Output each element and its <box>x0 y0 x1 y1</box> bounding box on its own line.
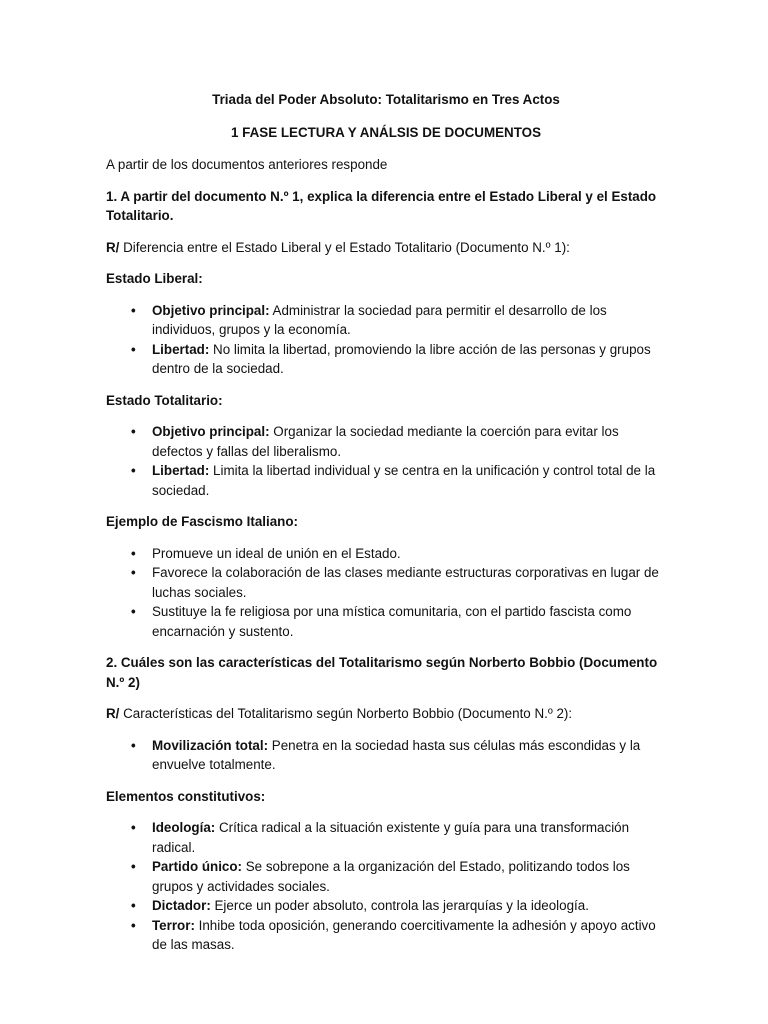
answer-1-intro <box>106 238 666 258</box>
fascismo-list <box>106 544 666 642</box>
list-item <box>106 461 666 500</box>
list-item: • Favorece la colaboración de las clases mediante estructuras corporativas en lugar de luchas sociales. <box>106 563 666 602</box>
list-item <box>106 422 666 461</box>
movilizacion-list <box>106 736 666 775</box>
list-item-text: Administrar la sociedad para permitir el desarrollo de los individuos, grupos y la economía. <box>152 302 607 337</box>
estado-liberal-heading: Estado Liberal: <box>106 271 203 286</box>
list-item-term: Movilización total: <box>152 737 269 753</box>
estado-totalitario-list <box>106 422 666 500</box>
elementos-heading: Elementos constitutivos: <box>106 788 266 804</box>
list-item-term: Partido único: <box>152 859 243 874</box>
answer-2-intro <box>106 704 666 724</box>
list-item-term: Objetivo principal: <box>152 424 270 439</box>
estado-totalitario-heading: Estado Totalitario: <box>106 392 223 408</box>
document-subtitle: 1 FASE LECTURA Y ANÁLSIS DE DOCUMENTOS <box>230 124 541 140</box>
list-item-term: Libertad: <box>152 341 210 357</box>
list-item-text: Penetra en la sociedad hasta sus células más escondidas y la envuelve totalmente. <box>152 737 641 772</box>
list-item-term: Terror: <box>152 917 195 933</box>
answer-1-text: Diferencia entre el Estado Liberal y el Estado Totalitario (Documento N.º 1): <box>119 239 570 255</box>
list-item-text: Ejerce un poder absoluto, controla las jerarquías y la ideología. <box>210 898 589 913</box>
list-item <box>106 857 666 896</box>
intro-text: A partir de los documentos anteriores responde <box>106 157 388 172</box>
list-item-text: Inhibe toda oposición, generando coercitivamente la adhesión y apoyo activo de las masas. <box>152 917 656 952</box>
elementos-list <box>106 818 666 955</box>
list-item <box>106 301 666 340</box>
list-item <box>106 916 666 955</box>
list-item <box>106 896 666 916</box>
list-item-term: Ideología: <box>152 820 216 835</box>
fascismo-heading: Ejemplo de Fascismo Italiano: <box>106 514 298 529</box>
list-item-text: Organizar la sociedad mediante la coerción para evitar los defectos y fallas del liberalismo. <box>152 424 619 459</box>
list-item: • Sustituye la fe religiosa por una mística comunitaria, con el partido fascista como encarnación y sustento. <box>106 602 666 641</box>
list-item-text: No limita la libertad, promoviendo la libre acción de las personas y grupos dentro de la sociedad. <box>152 341 651 376</box>
list-item-term: Dictador: <box>152 898 211 913</box>
list-item-term: Objetivo principal: <box>152 302 270 318</box>
document-page <box>106 90 666 967</box>
document-title: Triada del Poder Absoluto: Totalitarismo en Tres Actos <box>212 92 560 107</box>
list-item <box>106 818 666 857</box>
answer-2-prefix: R/ <box>106 706 120 721</box>
question-2: 2. Cuáles son las características del Totalitarismo según Norberto Bobbio (Documento N.º 2) <box>106 655 658 690</box>
list-item-text: Se sobrepone a la organización del Estado, politizando todos los grupos y actividades sociales. <box>152 859 630 894</box>
list-item-text: Crítica radical a la situación existente y guía para una transformación radical. <box>152 820 630 855</box>
answer-2-text: Características del Totalitarismo según Norberto Bobbio (Documento N.º 2): <box>119 706 573 721</box>
question-1: 1. A partir del documento N.º 1, explica la diferencia entre el Estado Liberal y el Estado Totalitario. <box>106 188 657 223</box>
estado-liberal-list <box>106 301 666 379</box>
list-item <box>106 736 666 775</box>
list-item-text: Limita la libertad individual y se centra en la unificación y control total de la sociedad. <box>152 463 656 498</box>
list-item <box>106 340 666 379</box>
list-item: • Promueve un ideal de unión en el Estado. <box>106 544 666 564</box>
answer-1-prefix: R/ <box>106 239 120 255</box>
list-item-term: Libertad: <box>152 463 210 478</box>
